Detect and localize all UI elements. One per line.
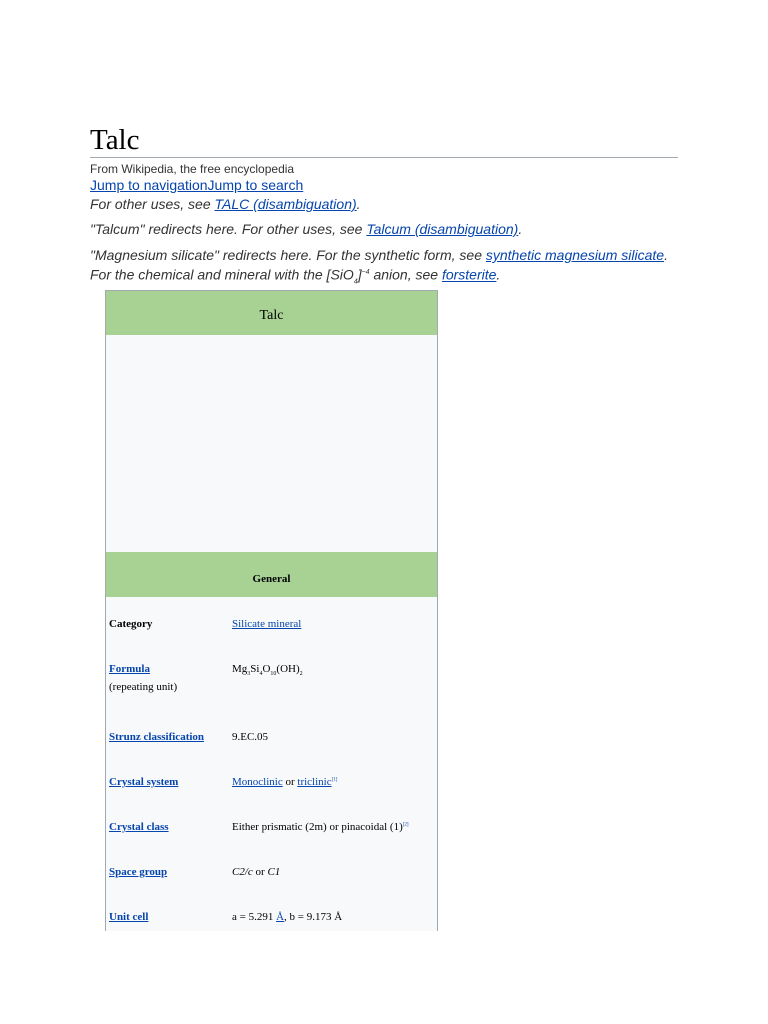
synthetic-magnesium-silicate-link[interactable]: synthetic magnesium silicate (485, 247, 665, 263)
hatnote-text: . For the chemical and mineral with the [SiO (90, 247, 668, 283)
crystal-class-link[interactable]: Crystal class (109, 821, 169, 833)
value-text: Either prismatic (2m) or pinacoidal (1) (232, 821, 403, 833)
unit-cell-link[interactable]: Unit cell (109, 911, 149, 923)
subscript: 4 (353, 278, 358, 286)
value-text: or (252, 866, 268, 878)
triclinic-link[interactable]: triclinic (297, 776, 332, 788)
jump-links (90, 177, 303, 193)
row-value (232, 866, 280, 878)
jump-to-search-link[interactable]: Jump to search (207, 177, 304, 193)
infobox-row-crystal-class (106, 800, 437, 845)
formula-value (232, 663, 303, 677)
infobox-row-formula (106, 642, 437, 710)
hatnote-text: anion, see (369, 266, 442, 283)
row-label (109, 821, 169, 833)
formula-part: Si (250, 663, 260, 675)
hatnote-magnesium-silicate (90, 246, 680, 291)
hatnote-end: . (496, 266, 501, 283)
hatnote-talcum (90, 220, 680, 238)
angstrom-link[interactable]: Å (276, 911, 285, 923)
hatnote-text: For other uses, see (90, 196, 215, 212)
row-value (232, 911, 342, 923)
row-label (109, 663, 150, 675)
crystal-system-link[interactable]: Crystal system (109, 776, 179, 788)
row-label (109, 731, 204, 743)
page-title: Talc (90, 124, 140, 156)
formula-part: (OH) (276, 663, 300, 675)
superscript: −4 (361, 269, 370, 276)
infobox (105, 290, 438, 931)
infobox-row-category (106, 597, 437, 642)
row-label (109, 911, 148, 923)
title-divider (90, 157, 678, 158)
infobox-row-strunz (106, 710, 437, 755)
value-text: , b = 9.173 Å (284, 911, 343, 923)
hatnote-end: . (518, 221, 523, 237)
reference-2[interactable]: [2] (402, 822, 409, 828)
reference-1[interactable]: [1] (331, 777, 338, 783)
hatnote-other-uses (90, 195, 680, 213)
infobox-section-general: General (106, 552, 437, 597)
monoclinic-link[interactable]: Monoclinic (232, 776, 283, 788)
row-sublabel: (repeating unit) (109, 681, 178, 693)
infobox-row-space-group (106, 845, 437, 890)
silicate-mineral-link[interactable]: Silicate mineral (232, 618, 302, 630)
row-label: Category (109, 618, 153, 630)
formula-part: Mg (232, 663, 248, 675)
strunz-classification-link[interactable]: Strunz classification (109, 731, 205, 743)
formula-sub: 10 (270, 671, 277, 678)
forsterite-link[interactable]: forsterite (441, 266, 497, 283)
row-label (109, 776, 178, 788)
jump-to-navigation-link[interactable]: Jump to navigation (90, 177, 208, 193)
space-group-link[interactable]: Space group (109, 866, 168, 878)
tagline: From Wikipedia, the free encyclopedia (90, 162, 295, 176)
formula-sub: 4 (259, 671, 263, 678)
hatnote-end: . (356, 196, 361, 212)
hatnote-text: ] (357, 266, 362, 283)
value-text: C1 (267, 866, 281, 878)
row-value (232, 618, 301, 630)
hatnote-text: "Talcum" redirects here. For other uses, see (90, 221, 367, 237)
talc-disambiguation-link[interactable]: TALC (disambiguation) (214, 196, 357, 212)
formula-link[interactable]: Formula (109, 663, 150, 675)
formula-sub: 3 (247, 671, 251, 678)
formula-sub: 2 (299, 671, 303, 678)
row-value (232, 776, 337, 788)
infobox-title: Talc (106, 291, 437, 335)
hatnote-text: "Magnesium silicate" redirects here. For the synthetic form, see (90, 247, 486, 263)
row-label (109, 866, 167, 878)
row-value (232, 821, 409, 833)
value-text: a = 5.291 (232, 911, 277, 923)
row-value: 9.EC.05 (232, 731, 269, 743)
value-text: C2/c (232, 866, 253, 878)
infobox-row-crystal-system (106, 755, 437, 800)
infobox-image-area (106, 335, 437, 552)
infobox-row-unit-cell (106, 890, 437, 931)
formula-part: O (262, 663, 271, 675)
value-text: or (282, 776, 298, 788)
talcum-disambiguation-link[interactable]: Talcum (disambiguation) (366, 221, 519, 237)
